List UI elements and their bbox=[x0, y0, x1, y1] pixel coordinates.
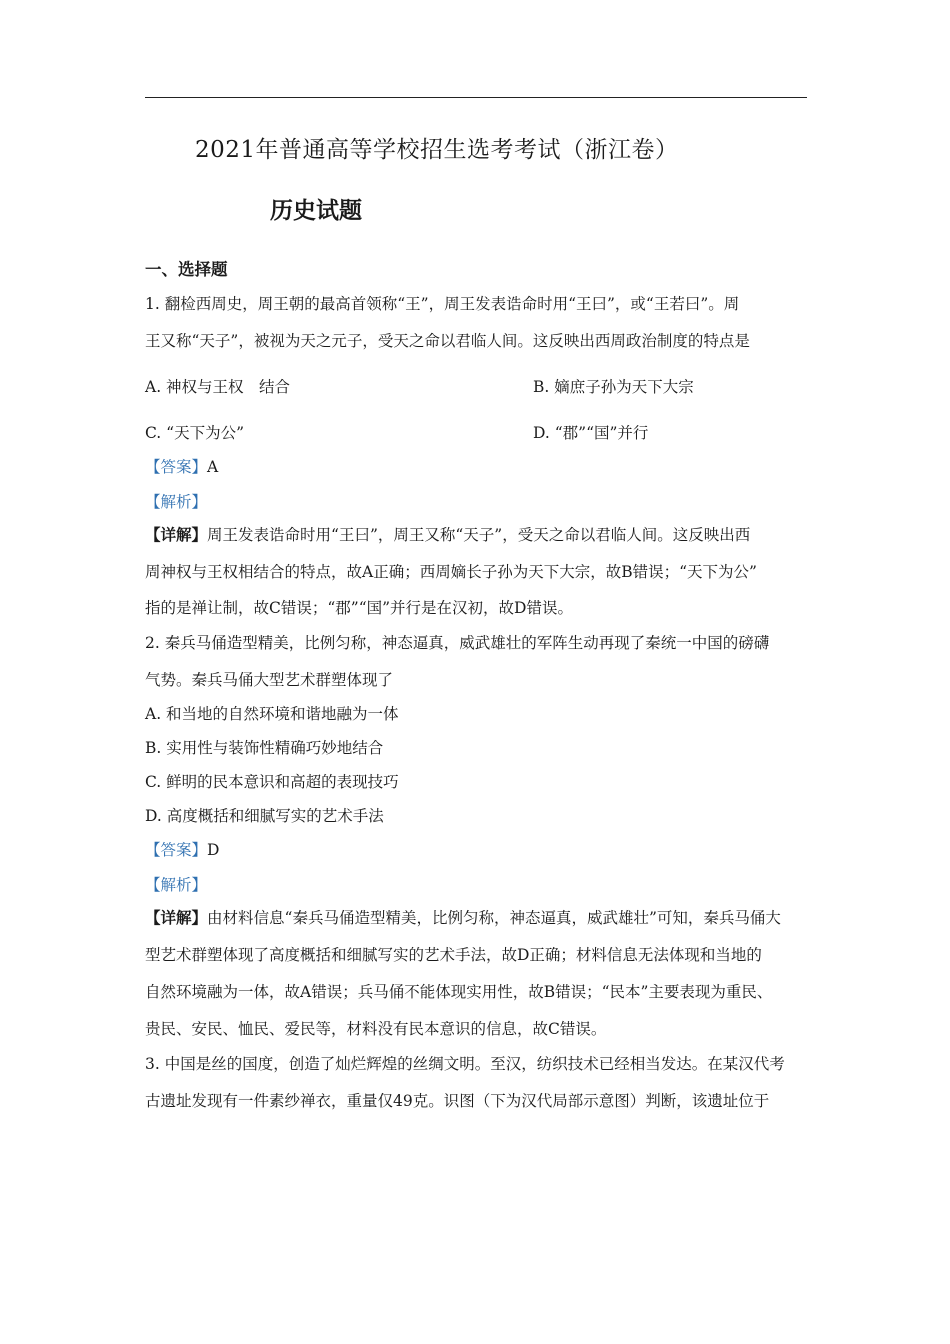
q1-answer bbox=[145, 457, 218, 477]
q1-detail-line-3: 指的是禅让制，故C错误；“郡”“国”并行是在汉初，故D错误。 bbox=[145, 599, 573, 617]
q1-stem-line-2: 王又称“天子”，被视为天之元子，受天之命以君临人间。这反映出西周政治制度的特点是 bbox=[145, 332, 750, 350]
page-subtitle: 历史试题 bbox=[270, 197, 362, 224]
q2-detail-line-1 bbox=[145, 908, 781, 928]
detail-text: 由材料信息“秦兵马俑造型精美，比例匀称，神态逼真，威武雄壮”可知，秦兵马俑大 bbox=[207, 909, 781, 927]
answer-tag: 【答案】 bbox=[145, 458, 208, 476]
q2-detail-line-2: 型艺术群塑体现了高度概括和细腻写实的艺术手法，故D正确；材料信息无法体现和当地的 bbox=[145, 946, 762, 964]
page-title: 2021年普通高等学校招生选考考试（浙江卷） bbox=[195, 137, 679, 163]
q1-detail-line-2: 周神权与王权相结合的特点，故A正确；西周嫡长子孙为天下大宗，故B错误；“天下为公” bbox=[145, 563, 757, 581]
q2-detail-line-3: 自然环境融为一体，故A错误；兵马俑不能体现实用性，故B错误；“民本”主要表现为重民、 bbox=[145, 983, 773, 1001]
q2-option-b: B. 实用性与装饰性精确巧妙地结合 bbox=[145, 739, 384, 757]
q1-detail-line-1 bbox=[145, 525, 750, 545]
q3-stem-line-2: 古遗址发现有一件素纱禅衣，重量仅49克。识图（下为汉代局部示意图）判断，该遗址位于 bbox=[145, 1092, 770, 1110]
section-title: 一、选择题 bbox=[145, 260, 228, 279]
q1-option-b: B. 嫡庶子孙为天下大宗 bbox=[533, 378, 694, 396]
header-rule bbox=[145, 97, 807, 98]
q1-stem-line-1: 1. 翻检西周史，周王朝的最高首领称“王”，周王发表诰命时用“王曰”，或“王若曰”。周 bbox=[145, 295, 740, 313]
q2-option-a: A. 和当地的自然环境和谐地融为一体 bbox=[145, 705, 399, 723]
q2-option-d: D. 高度概括和细腻写实的艺术手法 bbox=[145, 807, 384, 825]
q2-answer bbox=[145, 840, 219, 860]
answer-value: A bbox=[207, 458, 219, 476]
q1-option-d: D. “郡”“国”并行 bbox=[533, 424, 649, 442]
answer-value: D bbox=[207, 841, 220, 859]
q2-analysis-tag: 【解析】 bbox=[145, 876, 208, 894]
q3-stem-line-1: 3. 中国是丝的国度，创造了灿烂辉煌的丝绸文明。至汉，纺织技术已经相当发达。在某汉代考 bbox=[145, 1055, 785, 1073]
detail-tag: 【详解】 bbox=[145, 525, 208, 544]
detail-text: 周王发表诰命时用“王曰”，周王又称“天子”，受天之命以君临人间。这反映出西 bbox=[207, 526, 751, 544]
q1-option-c: C. “天下为公” bbox=[145, 424, 245, 442]
detail-tag: 【详解】 bbox=[145, 908, 208, 927]
q1-analysis-tag: 【解析】 bbox=[145, 493, 208, 511]
answer-tag: 【答案】 bbox=[145, 841, 208, 859]
q2-stem-line-2: 气势。秦兵马俑大型艺术群塑体现了 bbox=[145, 671, 394, 689]
q2-detail-line-4: 贵民、安民、恤民、爱民等，材料没有民本意识的信息，故C错误。 bbox=[145, 1020, 607, 1038]
q1-option-a: A. 神权与王权 结合 bbox=[145, 378, 291, 396]
q2-option-c: C. 鲜明的民本意识和高超的表现技巧 bbox=[145, 773, 399, 791]
q2-stem-line-1: 2. 秦兵马俑造型精美，比例匀称，神态逼真，威武雄壮的军阵生动再现了秦统一中国的磅礴 bbox=[145, 634, 770, 652]
